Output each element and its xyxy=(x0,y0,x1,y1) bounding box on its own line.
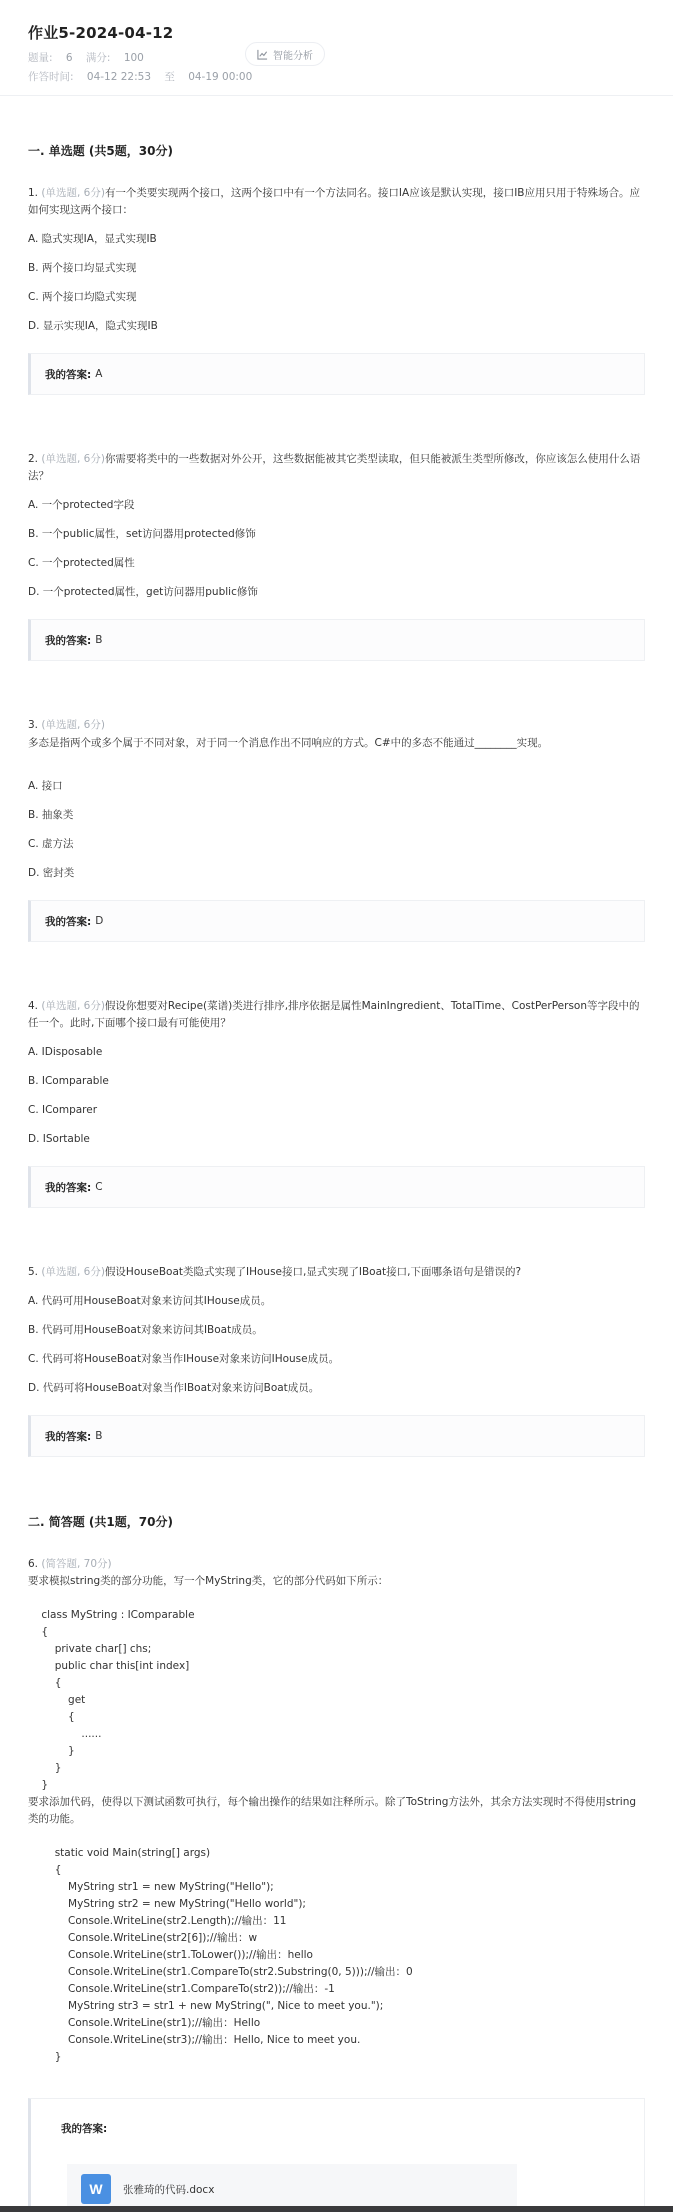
question-stem: 4. (单选题, 6分)假设你想要对Recipe(菜谱)类进行排序,排序依据是属性MainIngredient、TotalTime、CostPerPerson等字段中的任一个。此时,下面哪个接口最有可能使用？ xyxy=(28,1000,640,1029)
my-answer-label: 我的答案: xyxy=(61,2123,108,2135)
chart-icon xyxy=(257,49,268,60)
question-1 xyxy=(28,185,645,395)
my-answer-value: B xyxy=(95,634,103,646)
full-score: 满分: 100 xyxy=(85,52,144,64)
option-a: A. 代码可用HouseBoat对象来访问其IHouse成员。 xyxy=(28,1295,272,1307)
option-c: C. 一个protected属性 xyxy=(28,557,135,569)
option-a: A. 隐式实现IA，显式实现IB xyxy=(28,233,157,245)
smart-analysis-button[interactable] xyxy=(245,42,325,66)
question-requirement: 要求添加代码，使得以下测试函数可执行，每个输出操作的结果如注释所示。除了ToString方法外，其余方法实现时不得使用string类的功能。 xyxy=(28,1796,637,1825)
option-b: B. 代码可用HouseBoat对象来访问其IBoat成员。 xyxy=(28,1324,263,1336)
bottom-bar xyxy=(0,2206,673,2212)
option-d: D. 密封类 xyxy=(28,867,75,879)
my-answer-box: 我的答案: A xyxy=(28,353,645,395)
code-block-main: static void Main(string[] args) { MyString str1 = new MyString("Hello"); MyString str2 = new MyString("Hello world"); Console.WriteLine(str2.Length);//输出：11 Console.WriteLine(str2[6]);//输出：w Console.WriteLine(str1.ToLower());//输出：hello Console.WriteLine(str1.CompareTo(str2.Substring(0, 5)));//输出：0 Console.WriteLine(str1.CompareTo(str2));//输出：-1 MyString str3 = str1 + new MyString(", Nice to meet you."); Console.WriteLine(str1);//输出：Hello Console.WriteLine(str3);//输出：Hello, Nice to meet you. } xyxy=(28,1847,413,2063)
page-title: 作业5-2024-04-12 xyxy=(28,24,174,42)
question-stem: 6. (简答题, 70分) xyxy=(28,1558,112,1570)
smart-analysis-label: 智能分析 xyxy=(273,50,313,62)
page-header xyxy=(0,0,673,96)
my-answer-value: A xyxy=(95,368,103,380)
question-stem: 3. (单选题, 6分) 多态是指两个或多个属于不同对象，对于同一个消息作出不同响应的方式。C#中的多态不能通过________实现。 xyxy=(28,719,549,749)
word-file-icon: W xyxy=(81,2174,111,2204)
my-answer-box xyxy=(28,2098,645,2212)
option-c: C. 代码可将HouseBoat对象当作IHouse对象来访问IHouse成员。 xyxy=(28,1353,340,1365)
section-title-single-choice: 一. 单选题 (共5题，30分) xyxy=(28,144,173,158)
question-2 xyxy=(28,451,645,661)
option-d: D. 代码可将HouseBoat对象当作IBoat对象来访问Boat成员。 xyxy=(28,1382,320,1394)
option-b: B. 抽象类 xyxy=(28,809,74,821)
option-c: C. 两个接口均隐式实现 xyxy=(28,291,137,303)
my-answer-box: 我的答案: B xyxy=(28,1415,645,1457)
answer-time: 作答时间: 04-12 22:53 至 04-19 00:00 xyxy=(28,71,253,83)
attachment-file-name[interactable]: 张雅琦的代码.docx xyxy=(123,2183,215,2196)
question-count: 题量: 6 xyxy=(28,52,73,64)
question-6 xyxy=(28,1556,645,2212)
my-answer-box: 我的答案: D xyxy=(28,900,645,942)
option-c: C. IComparer xyxy=(28,1104,98,1116)
attachment-file-card[interactable] xyxy=(67,2164,517,2212)
question-5 xyxy=(28,1264,645,1457)
option-d: D. 显示实现IA，隐式实现IB xyxy=(28,320,158,332)
question-4 xyxy=(28,998,645,1208)
option-b: B. IComparable xyxy=(28,1075,109,1087)
code-block-class: class MyString : IComparable { private char[] chs; public char this[int index] { get { ...... } } } xyxy=(28,1609,195,1791)
section-title-short-answer: 二. 简答题 (共1题，70分) xyxy=(28,1515,173,1529)
option-d: D. ISortable xyxy=(28,1133,90,1145)
option-b: B. 一个public属性，set访问器用protected修饰 xyxy=(28,528,256,540)
option-a: A. IDisposable xyxy=(28,1046,103,1058)
option-c: C. 虚方法 xyxy=(28,838,74,850)
question-stem: 1. (单选题, 6分)有一个类要实现两个接口，这两个接口中有一个方法同名。接口IA应该是默认实现，接口IB应用只用于特殊场合。应如何实现这两个接口： xyxy=(28,187,641,216)
homework-meta xyxy=(28,49,645,87)
question-3 xyxy=(28,717,645,942)
question-stem: 2. (单选题, 6分)你需要将类中的一些数据对外公开，这些数据能被其它类型读取，但只能被派生类型所修改，你应该怎么使用什么语法？ xyxy=(28,453,641,482)
option-a: A. 一个protected字段 xyxy=(28,499,135,511)
my-answer-value: C xyxy=(95,1181,103,1193)
homework-content xyxy=(0,142,673,2212)
option-d: D. 一个protected属性，get访问器用public修饰 xyxy=(28,586,258,598)
my-answer-box: 我的答案: B xyxy=(28,619,645,661)
my-answer-box: 我的答案: C xyxy=(28,1166,645,1208)
question-stem: 5. (单选题, 6分)假设HouseBoat类隐式实现了IHouse接口,显式实现了IBoat接口,下面哪条语句是错误的? xyxy=(28,1266,522,1278)
option-b: B. 两个接口均显式实现 xyxy=(28,262,137,274)
option-a: A. 接口 xyxy=(28,780,63,792)
my-answer-value: B xyxy=(95,1430,103,1442)
my-answer-value: D xyxy=(95,915,104,927)
question-intro: 要求模拟string类的部分功能，写一个MyString类，它的部分代码如下所示： xyxy=(28,1575,389,1587)
